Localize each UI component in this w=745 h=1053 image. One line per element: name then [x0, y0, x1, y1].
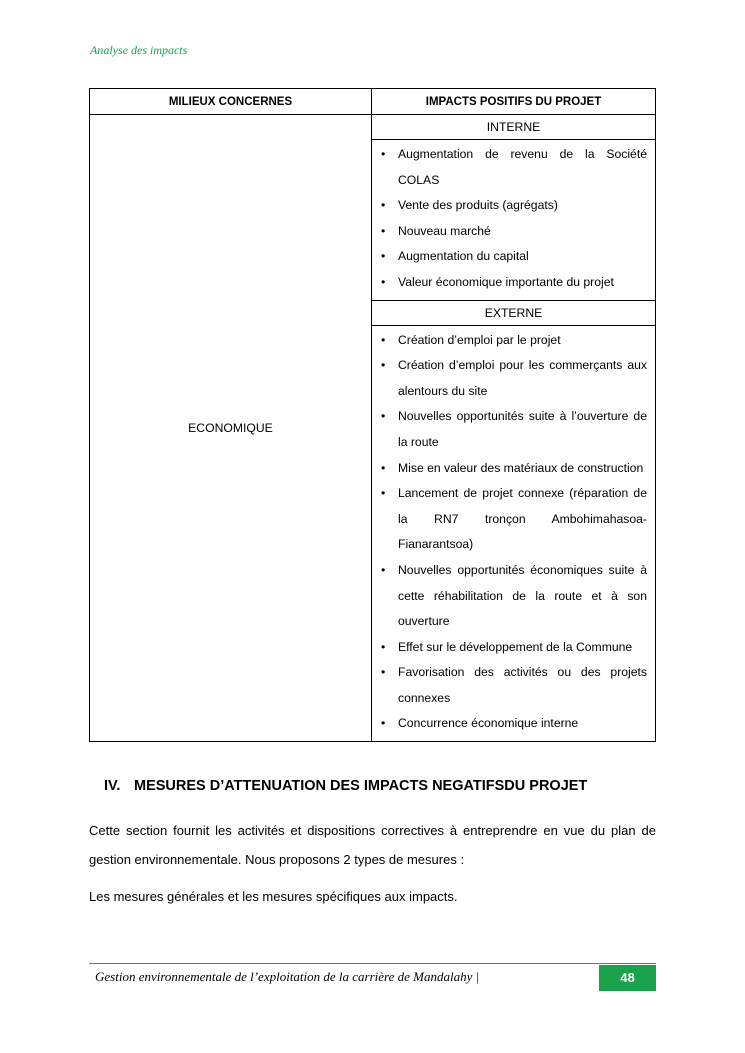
externe-list: [372, 326, 655, 742]
section-number: IV.: [104, 778, 121, 794]
section-paragraph-1: Cette section fournit les activités et dispositions correctives à entreprendre en vue du plan de gestion environnementale. Nous proposons 2 types de mesures :: [89, 823, 656, 867]
interne-subheader: INTERNE: [372, 115, 656, 140]
list-item: • Effet sur le développement de la Commune: [381, 635, 647, 661]
list-item: • Valeur économique importante du projet: [381, 270, 647, 296]
section-heading: [104, 778, 587, 794]
list-item: • Nouvelles opportunités suite à l’ouverture de la route: [381, 404, 647, 455]
externe-subheader: EXTERNE: [372, 300, 656, 325]
impacts-table: [89, 88, 656, 742]
running-header: Analyse des impacts: [90, 43, 188, 57]
column-header-impacts: IMPACTS POSITIFS DU PROJET: [372, 89, 656, 115]
page-number-badge: 48: [599, 965, 656, 991]
section-paragraph-2: Les mesures générales et les mesures spécifiques aux impacts.: [89, 889, 458, 904]
externe-cell: [372, 325, 656, 742]
milieu-cell: ECONOMIQUE: [90, 115, 372, 742]
interne-list: [372, 140, 655, 300]
list-item: • Nouveau marché: [381, 219, 647, 245]
list-item: • Mise en valeur des matériaux de construction: [381, 456, 647, 482]
footer-text: Gestion environnementale de l’exploitation de la carrière de Mandalahy |: [95, 969, 480, 984]
list-item: • Favorisation des activités ou des projets connexes: [381, 660, 647, 711]
list-item: • Vente des produits (agrégats): [381, 193, 647, 219]
list-item: • Lancement de projet connexe (réparation de la RN7 tronçon Ambohimahasoa-Fianarantsoa): [381, 481, 647, 558]
table-row: [90, 115, 656, 140]
list-item: • Concurrence économique interne: [381, 711, 647, 737]
section-title: MESURES D’ATTENUATION DES IMPACTS NEGATIFSDU PROJET: [134, 778, 588, 794]
list-item: • Création d’emploi par le projet: [381, 328, 647, 354]
interne-cell: [372, 140, 656, 301]
footer-rule: [89, 963, 656, 964]
table-header-row: [90, 89, 656, 115]
column-header-milieux: MILIEUX CONCERNES: [90, 89, 372, 115]
list-item: • Nouvelles opportunités économiques suite à cette réhabilitation de la route et à son ouverture: [381, 558, 647, 635]
list-item: • Augmentation du capital: [381, 244, 647, 270]
list-item: • Augmentation de revenu de la Société COLAS: [381, 142, 647, 193]
list-item: • Création d’emploi pour les commerçants aux alentours du site: [381, 353, 647, 404]
